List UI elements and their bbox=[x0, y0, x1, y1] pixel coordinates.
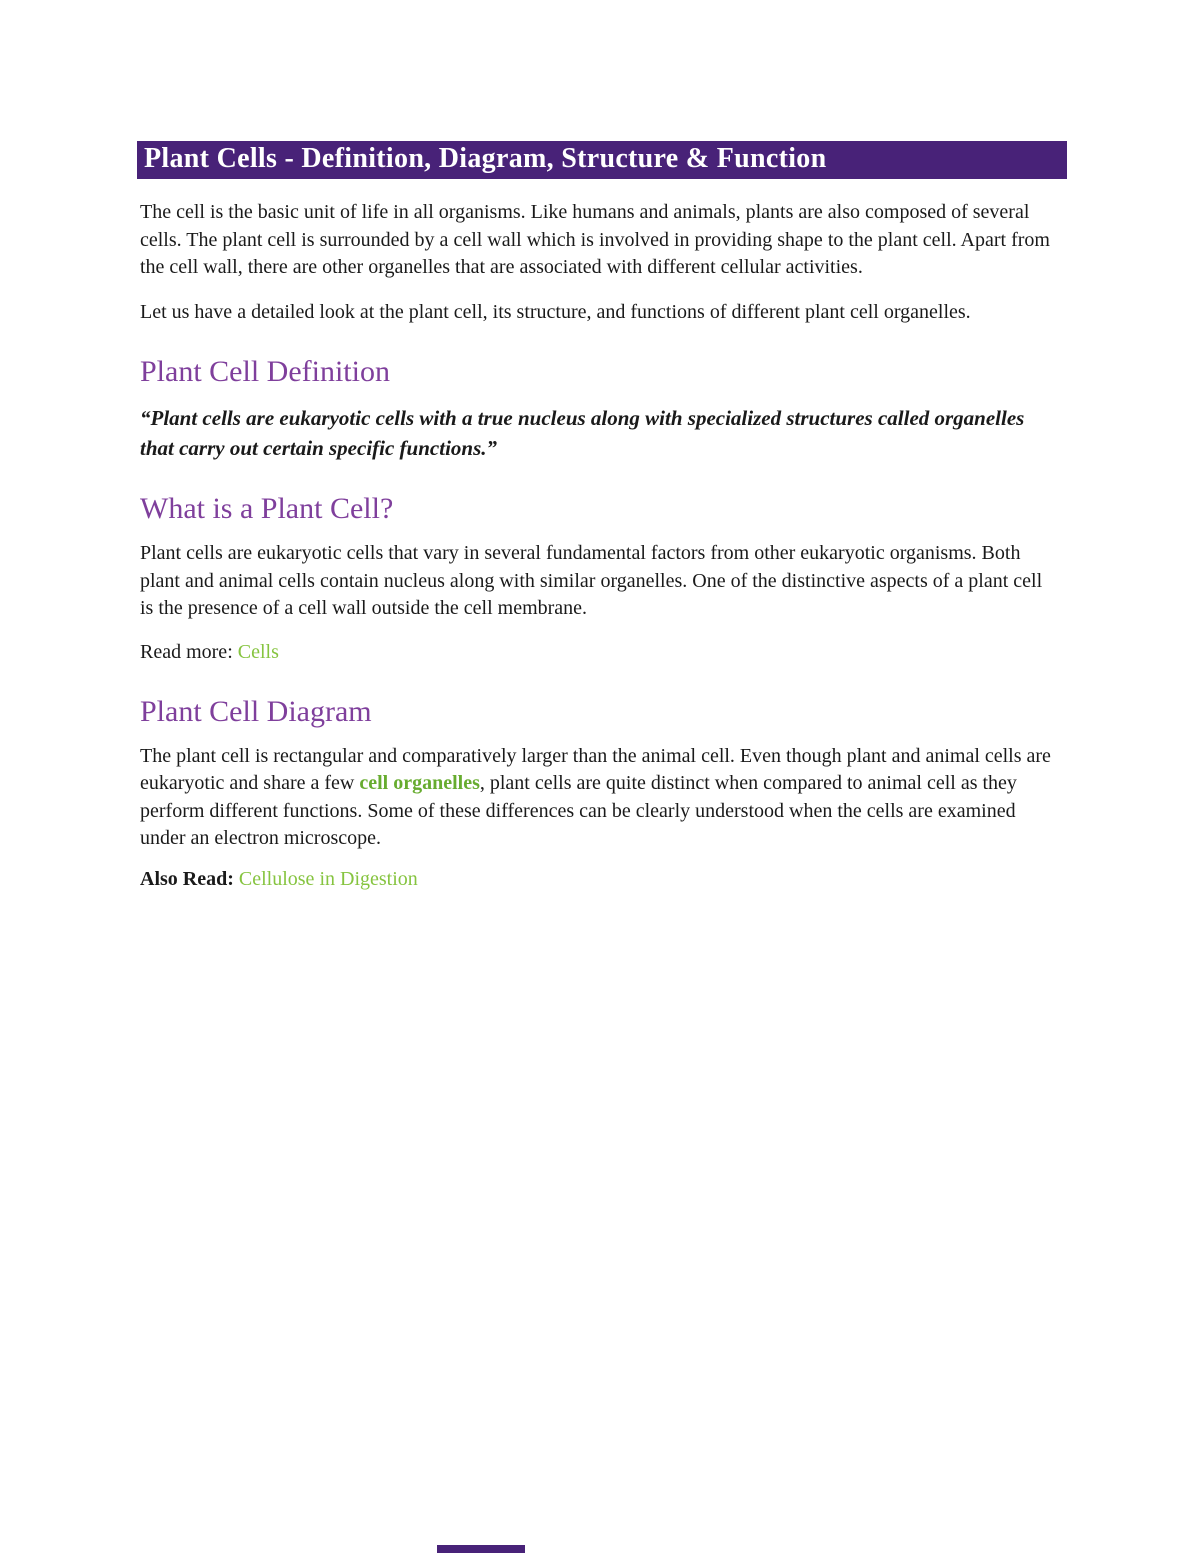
diagram-text-after-link: , plant cells are quite distinct when compared to animal cell as they perform different functions. Some of these differences can be clearly understood when the cells are examined under an electron microscope. bbox=[140, 772, 1017, 849]
intro-paragraph-1: The cell is the basic unit of life in all organisms. Like humans and animals, plants are also composed of several cells. The plant cell is surrounded by a cell wall which is involved in providing shape to the plant cell. Apart from the cell wall, there are other organelles that are associated with different cellular activities. bbox=[140, 201, 1050, 278]
read-more-line bbox=[140, 639, 1067, 666]
what-is-paragraph: Plant cells are eukaryotic cells that vary in several fundamental factors from other eukaryotic organisms. Both plant and animal cells contain nucleus along with similar organelles. One of the distinctive aspects of a plant cell is the presence of a cell wall outside the cell membrane. bbox=[140, 542, 1043, 619]
cellulose-in-digestion-link[interactable]: Cellulose in Digestion bbox=[238, 867, 418, 890]
page-title: Plant Cells - Definition, Diagram, Structure & Function bbox=[137, 141, 1067, 179]
read-more-label: Read more: bbox=[140, 640, 233, 663]
heading-what-is-a-plant-cell: What is a Plant Cell? bbox=[140, 492, 394, 525]
partial-next-page-element bbox=[437, 1545, 525, 1553]
cells-link[interactable]: Cells bbox=[237, 640, 279, 663]
also-read-label: Also Read: bbox=[140, 867, 234, 890]
heading-plant-cell-diagram: Plant Cell Diagram bbox=[140, 694, 372, 728]
document-page bbox=[137, 141, 1067, 893]
also-read-line bbox=[140, 866, 1067, 893]
intro-paragraph-2: Let us have a detailed look at the plant cell, its structure, and functions of different plant cell organelles. bbox=[140, 300, 971, 323]
cell-organelles-link[interactable]: cell organelles bbox=[359, 772, 480, 794]
diagram-text-before-link: The plant cell is rectangular and comparatively larger than the animal cell. Even though plant and animal cells are eukaryotic and share a few bbox=[140, 744, 1051, 794]
diagram-paragraph bbox=[140, 743, 1052, 853]
heading-plant-cell-definition: Plant Cell Definition bbox=[140, 355, 390, 388]
definition-quote: “Plant cells are eukaryotic cells with a true nucleus along with specialized structures called organelles that carry out certain specific functions.” bbox=[140, 406, 1025, 460]
